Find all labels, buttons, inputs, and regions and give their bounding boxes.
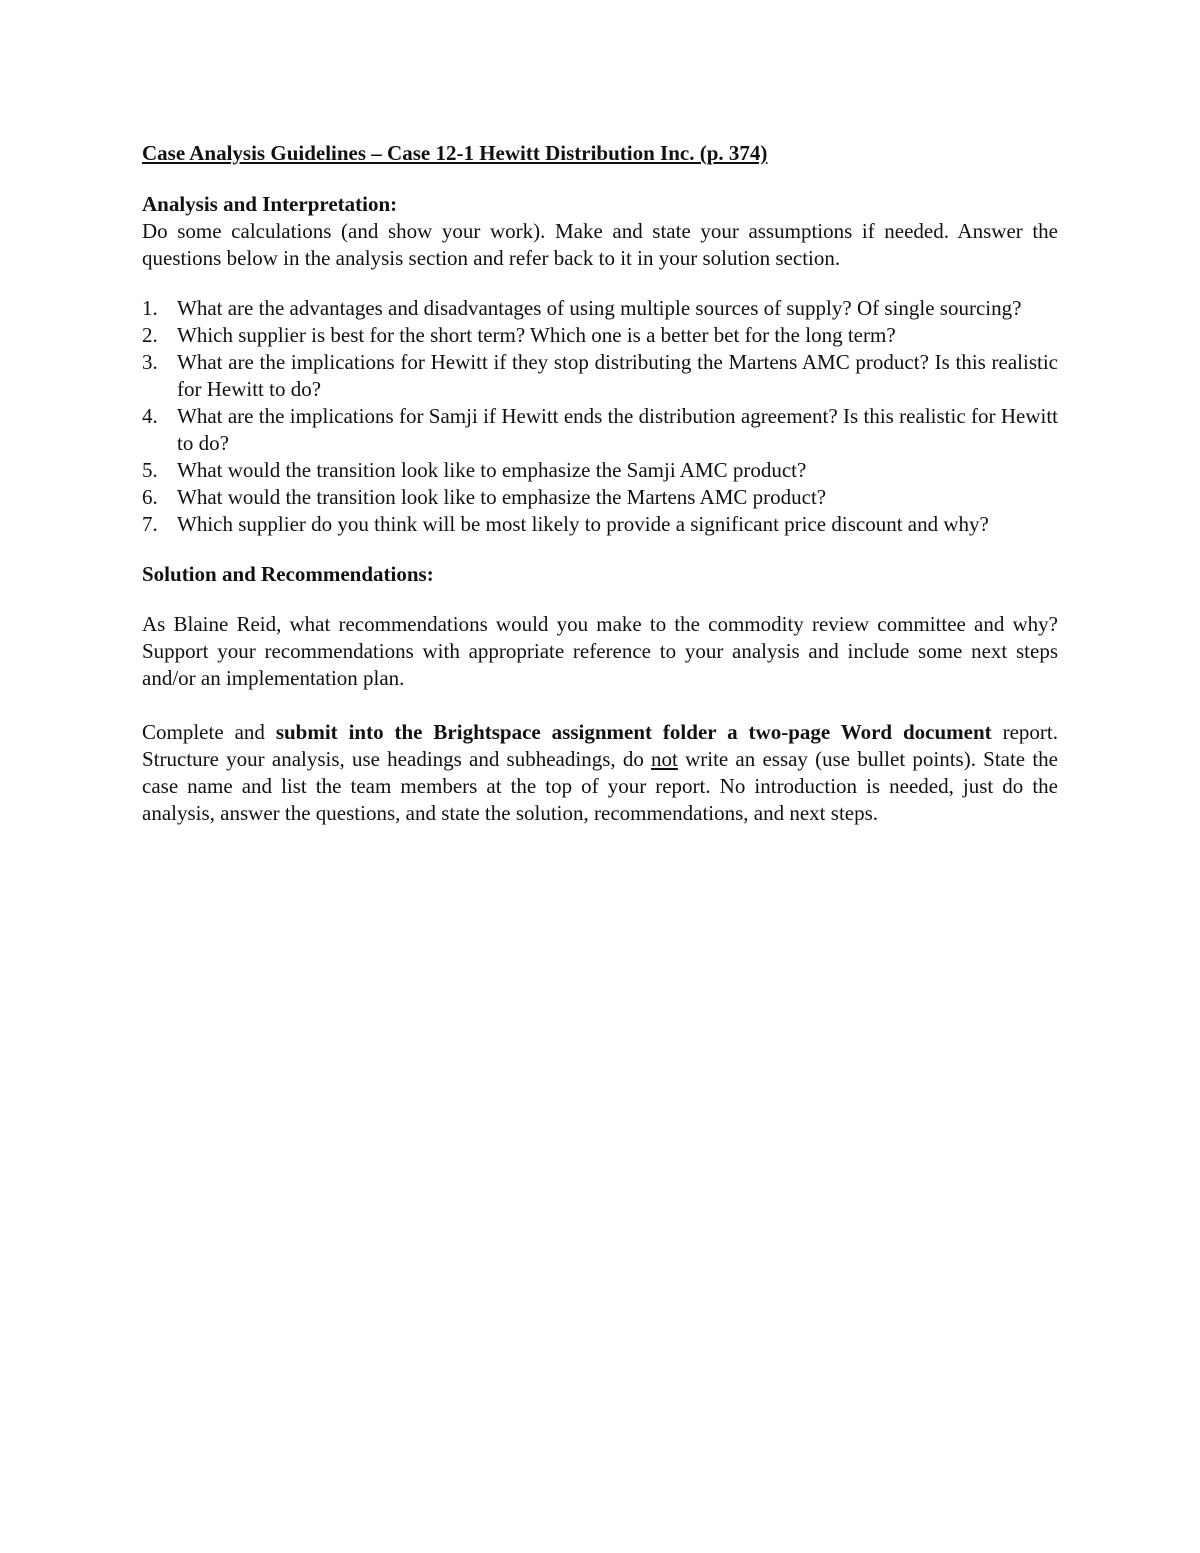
document-title: Case Analysis Guidelines – Case 12-1 Hewitt Distribution Inc. (p. 374) [142,141,768,165]
questions-list [142,295,1058,538]
list-item [142,457,1058,484]
solution-heading: Solution and Recommendations: [142,562,434,586]
recommendation-paragraph: As Blaine Reid, what recommendations would you make to the commodity review committee and why? Support your recommendations with appropriate reference to your analysis and include some next steps and/or an implementation plan. [142,612,1058,690]
submission-text-1: Complete and [142,720,276,744]
list-item [142,403,1058,457]
list-item-text: What are the implications for Hewitt if they stop distributing the Martens AMC product? Is this realistic for Hewitt to do? [177,350,1058,401]
submission-paragraph [142,719,1058,827]
list-item [142,484,1058,511]
list-item-text: What are the advantages and disadvantages of using multiple sources of supply? Of single sourcing? [177,296,1022,320]
list-item-number: 6. [142,485,158,509]
submission-text-3: write an essay (use bullet points). State the case name and list the team members at the top of your report. No introduction is needed, just do the analysis, answer the questions, and state the solution, recommendations, and next steps. [142,747,1058,825]
list-item-number: 2. [142,323,158,347]
submission-text-2: report. Structure your analysis, use headings and subheadings, do [142,720,1058,771]
list-item-text: What would the transition look like to emphasize the Martens AMC product? [177,485,827,509]
list-item-text: Which supplier do you think will be most likely to provide a significant price discount and why? [177,512,989,536]
list-item-number: 1. [142,296,158,320]
submission-underline: not [651,747,678,771]
list-item-number: 3. [142,350,158,374]
analysis-heading: Analysis and Interpretation: [142,192,398,216]
list-item [142,511,1058,538]
submission-emphasis: submit into the Brightspace assignment folder a two-page Word document [275,720,992,744]
list-item [142,349,1058,403]
list-item-text: What are the implications for Samji if Hewitt ends the distribution agreement? Is this realistic for Hewitt to do? [177,404,1058,455]
list-item-number: 7. [142,512,158,536]
list-item-number: 4. [142,404,158,428]
list-item [142,295,1058,322]
analysis-intro: Do some calculations (and show your work). Make and state your assumptions if needed. Answer the questions below in the analysis section and refer back to it in your solution section. [142,219,1058,270]
list-item [142,322,1058,349]
list-item-text: Which supplier is best for the short term? Which one is a better bet for the long term? [177,323,896,347]
list-item-text: What would the transition look like to emphasize the Samji AMC product? [177,458,807,482]
list-item-number: 5. [142,458,158,482]
document-page [142,140,1058,827]
